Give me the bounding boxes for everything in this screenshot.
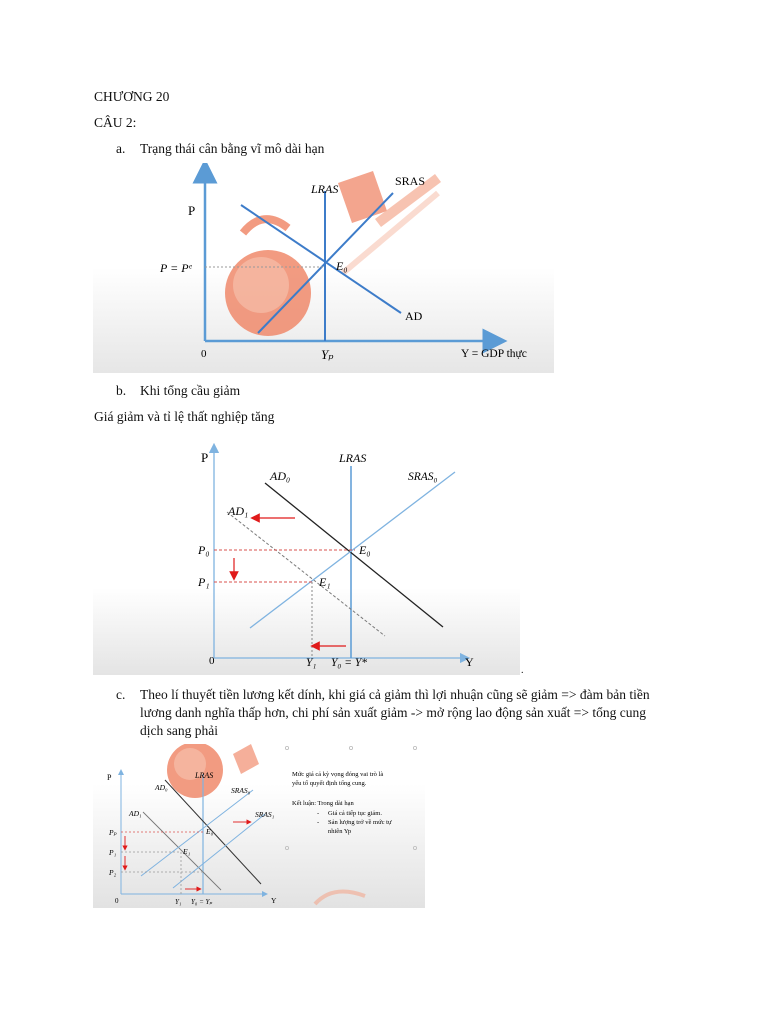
- fig3-y-axis-label: P: [107, 773, 112, 782]
- figure-aggregate-demand-decrease: [93, 440, 520, 675]
- fig2-y-axis-label: P: [201, 450, 209, 465]
- fig3-e0-label: E₀: [206, 827, 214, 836]
- fig1-origin-label: 0: [201, 348, 207, 360]
- fig3-bullet-2: Sản lượng trở về mức tự: [328, 819, 392, 826]
- section-c-line-1: Theo lí thuyết tiền lương kết dính, khi giá cả giảm thì lợi nhuận cũng sẽ giảm => đàm bản tiền: [140, 687, 650, 702]
- section-b-title: Khi tổng cầu giảm: [140, 383, 241, 398]
- fig2-x-axis-label: Y: [465, 655, 474, 669]
- fig2-y1-label: Y₁: [306, 657, 317, 669]
- list-marker-a: a.: [116, 141, 126, 156]
- fig3-origin-label: 0: [115, 897, 119, 905]
- fig3-bullet-1: Giá cả tiếp tục giảm.: [328, 810, 382, 817]
- figure-1-graph: [93, 163, 554, 373]
- fig2-e1-label: E₁: [319, 575, 331, 589]
- section-c-line-2: lương danh nghĩa thấp hơn, chi phí sản xuất giảm -> mở rộng lao động sản xuất => tổng cung: [140, 705, 646, 720]
- fig3-pp-label: Pₚ: [109, 828, 117, 837]
- fig3-y0-label: Y₀ = Yₚ: [191, 898, 213, 906]
- fig2-sras0-label: SRAS₀: [408, 471, 438, 483]
- fig3-e1-label: E₁: [183, 847, 191, 856]
- fig3-bullet-mark-1: -: [317, 810, 320, 817]
- fig3-p2-label: P₂: [109, 868, 117, 877]
- fig2-e0-label: E₀: [359, 543, 371, 557]
- fig2-lras-label: LRAS: [339, 451, 367, 465]
- fig3-bullet-mark-2: -: [317, 819, 320, 826]
- fig1-x-axis-label: Y = GDP thực: [461, 348, 527, 360]
- fig1-ad-label: AD: [405, 309, 423, 323]
- fig3-ad0-label: AD₀: [155, 783, 168, 792]
- fig3-y1-label: Y₁: [175, 898, 182, 906]
- question-label: CÂU 2:: [94, 115, 137, 130]
- list-marker-b: b.: [116, 383, 127, 398]
- fig2-p0-label: P₀: [198, 543, 210, 557]
- fig1-lras-label: LRAS: [311, 182, 339, 196]
- fig3-ad1-label: AD₁: [129, 809, 142, 818]
- figure-long-run-adjustment: [93, 744, 425, 908]
- fig1-price-label: P = Pᵉ: [160, 261, 192, 275]
- fig2-p1-label: P₁: [198, 575, 210, 589]
- fig2-y0-label: Y₀ = Y*: [331, 657, 368, 669]
- fig3-conclusion: Kết luận: Trong dài hạn: [292, 800, 354, 807]
- figure-long-run-equilibrium: [93, 163, 554, 373]
- fig3-sras1-label: SRAS₁: [255, 810, 275, 819]
- fig3-x-axis-label: Y: [271, 896, 277, 905]
- fig2-ad0-label: AD₀: [270, 469, 291, 483]
- section-c-line-3: dịch sang phải: [140, 723, 218, 738]
- fig3-note-line-1: Mức giá cả kỳ vọng đóng vai trò là: [292, 771, 384, 778]
- fig3-bullet-2-cont: nhiên Yp: [328, 828, 352, 835]
- fig3-sras0-label: SRAS₀: [231, 786, 251, 795]
- figure-2-graph: [93, 440, 520, 675]
- chapter-heading: CHƯƠNG 20: [94, 89, 170, 104]
- section-b-note: Giá giảm và tỉ lệ thất nghiệp tăng: [94, 409, 275, 424]
- fig1-yp-label: Yₚ: [321, 347, 334, 362]
- fig3-note-line-2: yếu tố quyết định tổng cung.: [292, 780, 367, 787]
- fig1-e0-label: E₀: [336, 259, 348, 273]
- fig3-p1-label: P₁: [109, 848, 117, 857]
- fig1-sras-label: SRAS: [395, 174, 426, 188]
- stray-dot: .: [521, 665, 524, 676]
- section-a-title: Trạng thái cân bằng vĩ mô dài hạn: [140, 141, 325, 156]
- fig1-y-axis-label: P: [188, 203, 196, 218]
- figure-3-graph: [93, 744, 425, 908]
- fig2-ad1-label: AD₁: [228, 504, 249, 518]
- list-marker-c: c.: [116, 687, 126, 702]
- fig2-origin-label: 0: [209, 655, 215, 667]
- fig3-lras-label: LRAS: [195, 771, 214, 780]
